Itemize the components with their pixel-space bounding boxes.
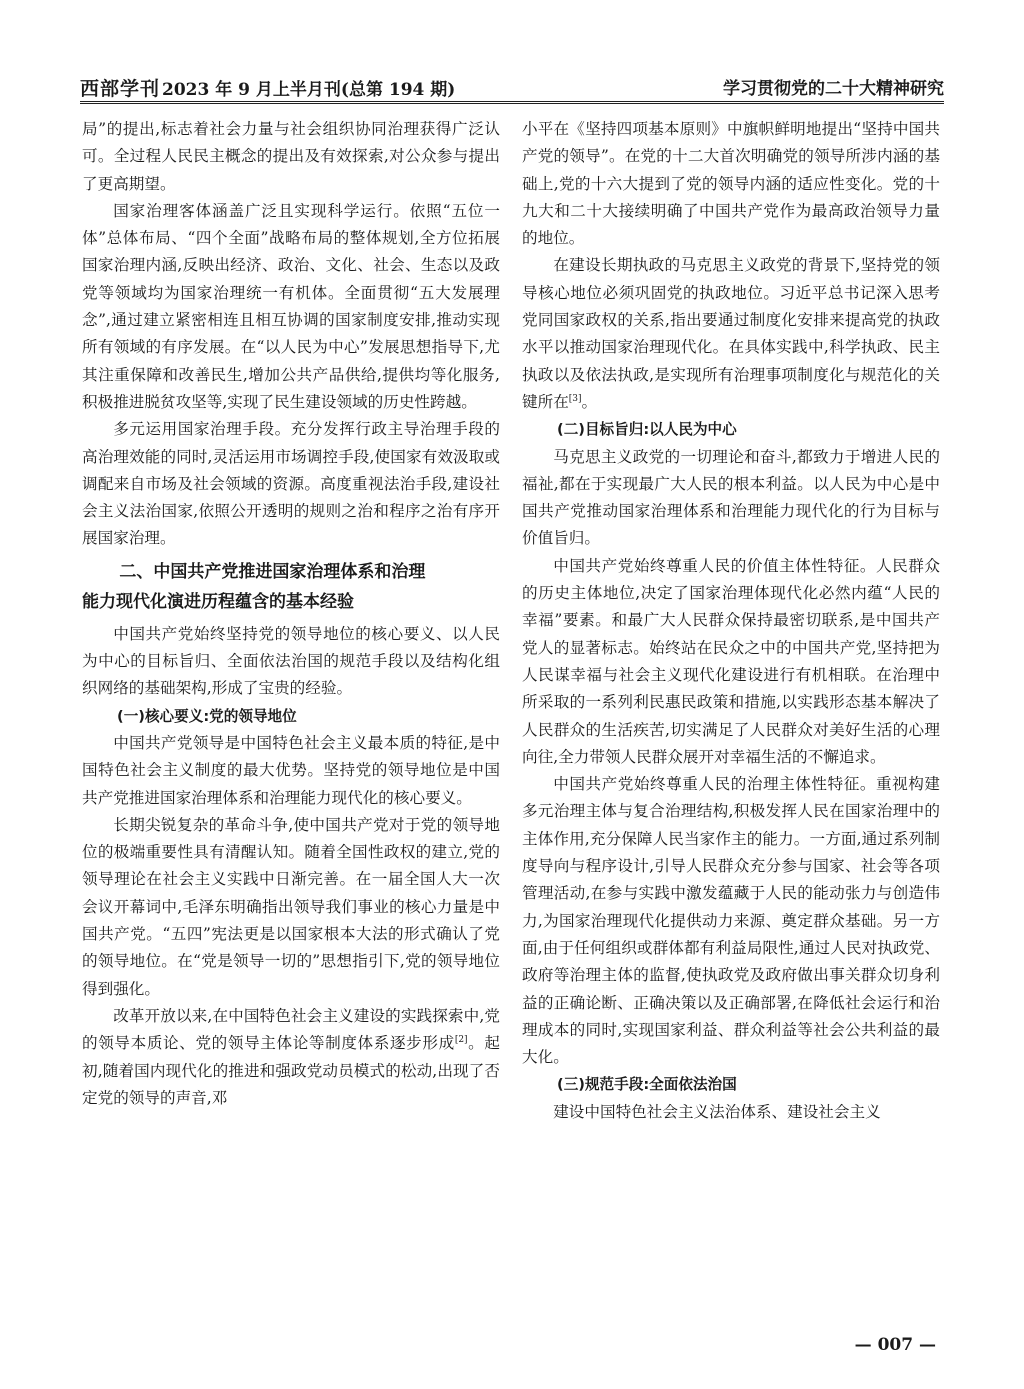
paragraph: 国家治理客体涵盖广泛且实现科学运行。依照“五位一体”总体布局、“四个全面”战略布局的整体规划,全方位拓展国家治理内涵,反映出经济、政治、文化、社会、生态以及政党等领域均为国家治理统一有机体。全面贯彻“五大发展理念”,通过建立紧密相连且相互协调的国家制度安排,推动实现所有领域的有序发展。在“以人民为中心”发展思想指导下,尤其注重保障和改善民生,增加公共产品供给,提供均等化服务,积极推进脱贫攻坚等,实现了民生建设领域的历史性跨越。 [82, 201, 500, 411]
paragraph: 中国共产党始终坚持党的领导地位的核心要义、以人民为中心的目标旨归、全面依法治国的规范手段以及结构化组织网络的基础架构,形成了宝贵的经验。 [82, 624, 500, 698]
left-column [82, 116, 500, 1112]
paragraph: 中国共产党始终尊重人民的治理主体性特征。重视构建多元治理主体与复合治理结构,积极发挥人民在国家治理中的主体作用,充分保障人民当家作主的能力。一方面,通过系列制度导向与程序设计,引导人民群众充分参与国家、社会等各项管理活动,在参与实践中激发蕴藏于人民的能动张力与创造伟力,为国家治理现代化提供动力来源、奠定群众基础。另一方面,由于任何组织或群体都有利益局限性,通过人民对执政党、政府等治理主体的监督,使执政党及政府做出事关群众切身利益的正确论断、正确决策以及正确部署,在降低社会运行和治理成本的同时,实现国家利益、群众利益等社会公共利益的最大化。 [522, 775, 940, 1067]
column-title: 学习贯彻党的二十大精神研究 [723, 79, 944, 99]
right-column [522, 116, 940, 1126]
section-heading-line: 能力现代化演进历程蕴含的基本经验 [82, 591, 354, 612]
paragraph: 改革开放以来,在中国特色社会主义建设的实践探索中,党的领导本质论、党的领导主体论等制度体系逐步形成[2]。起初,随着国内现代化的推进和强政党动员模式的松动,出现了否定党的领导的声音,邓 [82, 1006, 500, 1107]
paragraph: 多元运用国家治理手段。充分发挥行政主导治理手段的高治理效能的同时,灵活运用市场调控手段,使国家有效汲取或调配来自市场及社会领域的资源。高度重视法治手段,建设社会主义法治国家,依照公开透明的规则之治和程序之治有序开展国家治理。 [82, 420, 500, 548]
journal-issue [80, 74, 455, 101]
header-divider [80, 101, 944, 106]
paragraph: 马克思主义政党的一切理论和奋斗,都致力于增进人民的福祉,都在于实现最广大人民的根本利益。以人民为中心是中国共产党推动国家治理体系和治理能力现代化的行为目标与价值旨归。 [522, 447, 940, 548]
paragraph: 在建设长期执政的马克思主义政党的背景下,坚持党的领导核心地位必须巩固党的执政地位。习近平总书记深入思考党同国家政权的关系,指出要通过制度化安排来提高党的执政水平以推动国家治理现代化。在具体实践中,科学执政、民主执政以及依法执政,是实现所有治理事项制度化与规范化的关键所在[3]。 [522, 256, 940, 411]
subsection-heading: (一)核心要义:党的领导地位 [117, 707, 297, 725]
paragraph: 中国共产党始终尊重人民的价值主体性特征。人民群众的历史主体地位,决定了国家治理体现代化必然内蕴“人民的幸福”要素。和最广大人民群众保持最密切联系,是中国共产党人的显著标志。始终站在民众之中的中国共产党,坚持把为人民谋幸福与社会主义现代化建设进行有机相联。在治理中所采取的一系列利民惠民政策和措施,以实践形态基本解决了人民群众的生活疾苦,切实满足了人民群众对美好生活的心理向往,全力带领人民群众展开对幸福生活的不懈追求。 [522, 556, 940, 766]
paragraph: 长期尖锐复杂的革命斗争,使中国共产党对于党的领导地位的极端重要性具有清醒认知。随着全国性政权的建立,党的领导理论在社会主义实践中日渐完善。在一届全国人大一次会议开幕词中,毛泽东明确指出领导我们事业的核心力量是中国共产党。“五四”宪法更是以国家根本大法的形式确认了党的领导地位。在“党是领导一切的”思想指引下,党的领导地位得到强化。 [82, 815, 500, 998]
paragraph: 建设中国特色社会主义法治体系、建设社会主义 [553, 1102, 881, 1121]
running-header [80, 72, 944, 100]
section-heading [82, 557, 500, 617]
paragraph-continued: 小平在《坚持四项基本原则》中旗帜鲜明地提出“坚持中国共产党的领导”。在党的十二大首次明确党的领导所涉内涵的基础上,党的十六大提到了党的领导内涵的适应性变化。党的十九大和二十大接续明确了中国共产党作为最高政治领导力量的地位。 [522, 120, 940, 248]
issue-label: 2023 年 9 月上半月刊(总第 194 期) [162, 80, 456, 100]
journal-logo: 西部学刊 [80, 78, 161, 100]
page-number: — 007 — [854, 1335, 936, 1355]
subsection-heading: (三)规范手段:全面依法治国 [557, 1076, 737, 1094]
citation-ref: [3] [568, 393, 582, 404]
citation-ref: [2] [454, 1035, 468, 1046]
paragraph-continued: 局”的提出,标志着社会力量与社会组织协同治理获得广泛认可。全过程人民民主概念的提出及有效探索,对公众参与提出了更高期望。 [82, 120, 500, 193]
subsection-heading: (二)目标旨归:以人民为中心 [557, 421, 737, 439]
paragraph: 中国共产党领导是中国特色社会主义最本质的特征,是中国特色社会主义制度的最大优势。坚持党的领导地位是中国共产党推进国家治理体系和治理能力现代化的核心要义。 [82, 733, 500, 807]
section-heading-line: 二、中国共产党推进国家治理体系和治理 [119, 561, 426, 582]
